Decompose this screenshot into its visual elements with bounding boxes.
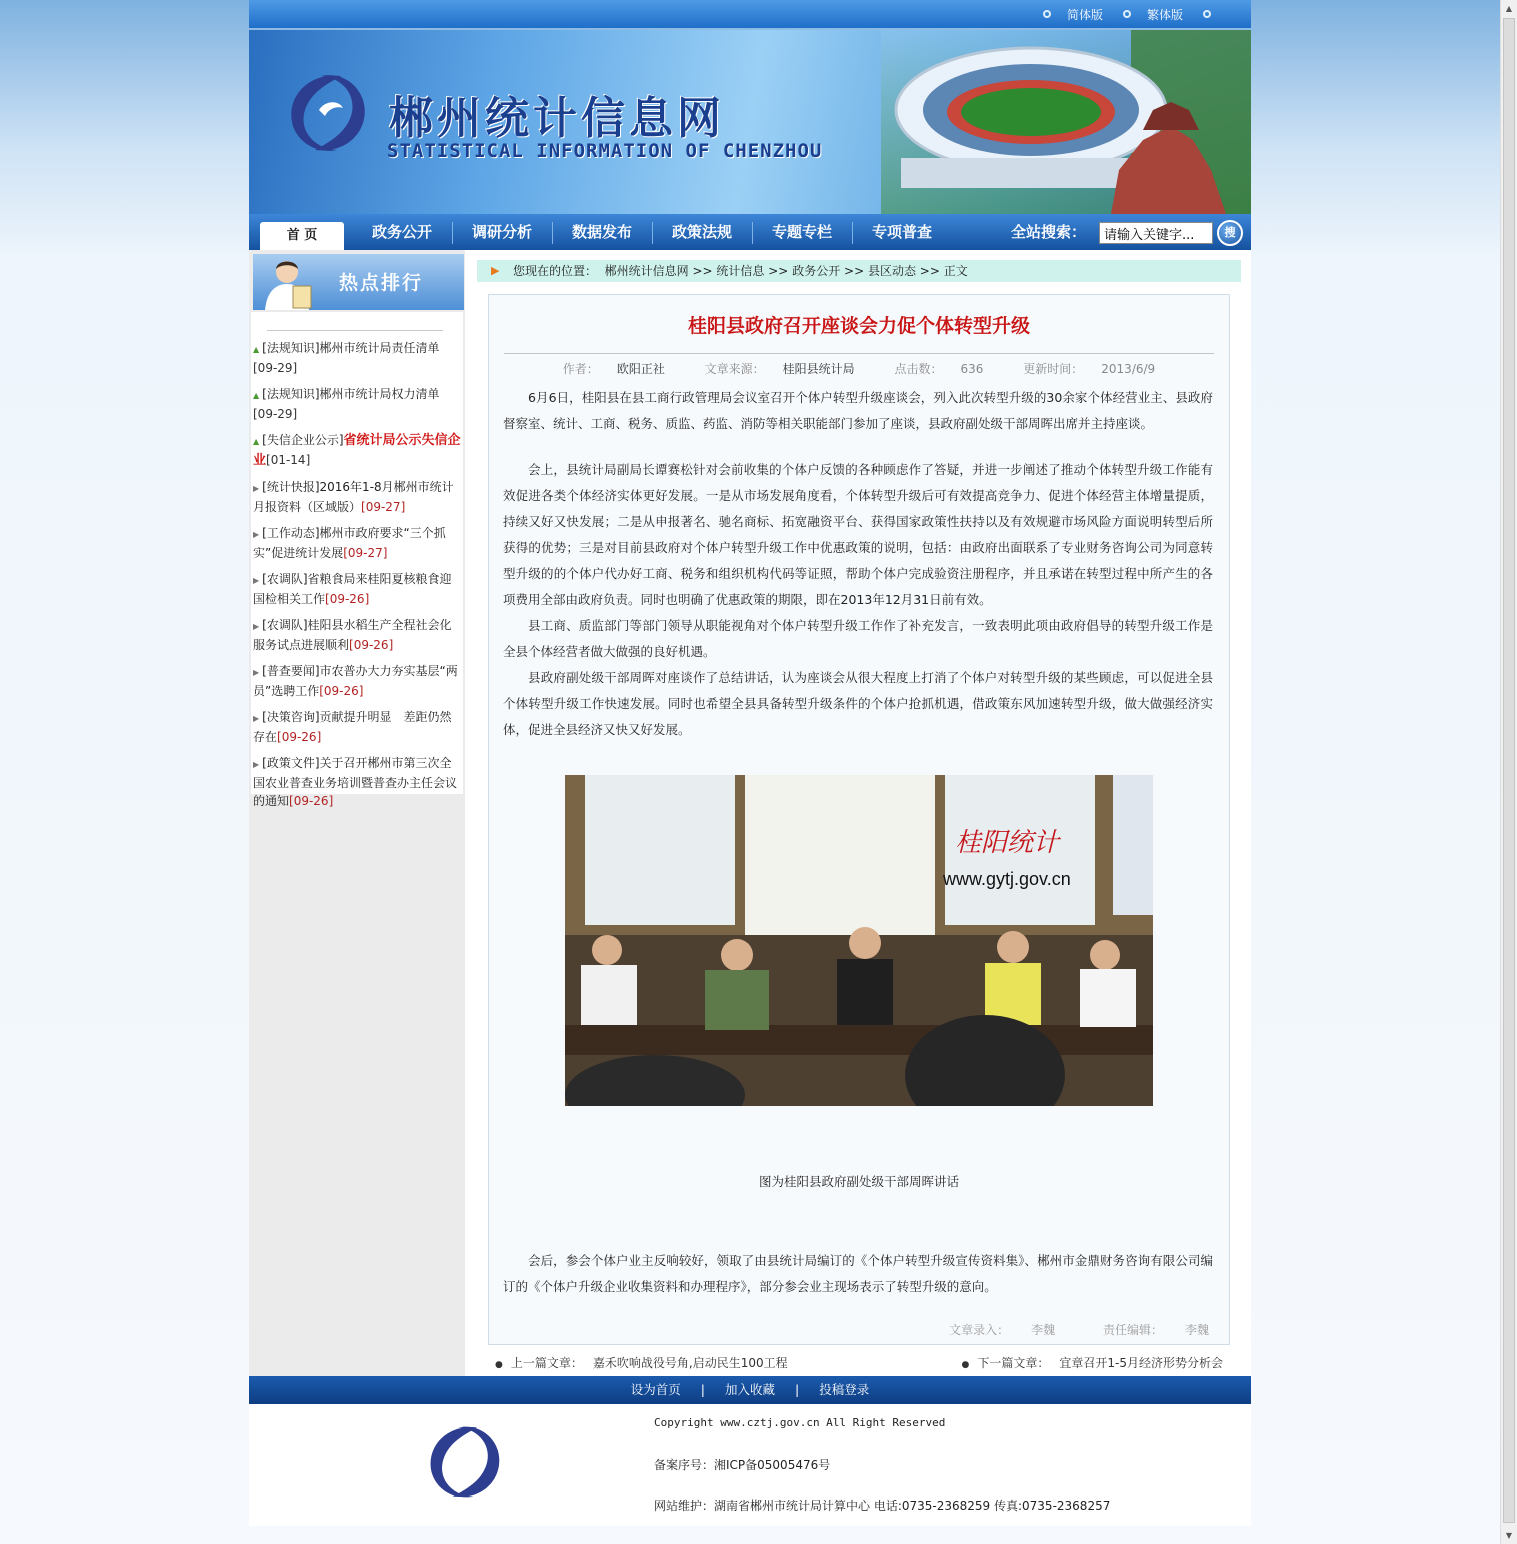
search-button[interactable]: 搜 <box>1217 220 1243 246</box>
bullet-icon <box>1123 10 1131 18</box>
nav-policy[interactable]: 政策法规 <box>671 223 732 241</box>
photo-watermark: 桂阳统计 <box>955 828 1060 858</box>
search-label: 全站搜索： <box>1011 223 1087 241</box>
page-container <box>249 0 1251 1526</box>
top-bar <box>249 0 1251 28</box>
list-item[interactable]: ▲ [法规知识]郴州市统计局责任清单 [09-29] <box>253 341 440 375</box>
arrow-up-icon: ▲ <box>253 437 260 446</box>
list-item[interactable]: ▶ [普查要闻]市农普办大力夯实基层“两员”选聘工作[09-26] <box>253 664 458 698</box>
next-article-link[interactable]: ● 下一篇文章： 宜章召开1-5月经济形势分析会 <box>961 1356 1223 1370</box>
list-item[interactable]: ▶ [农调队]桂阳县水稻生产全程社会化服务试点进展顺利[09-26] <box>253 618 452 652</box>
breadcrumb-home[interactable]: 郴州统计信息网 <box>604 264 689 278</box>
breadcrumb: ▶ 您现在的位置： 郴州统计信息网 >> 统计信息 >> 政务公开 >> 县区动态 >> 正文 <box>477 260 1241 282</box>
maintainer-info: 网站维护：湖南省郴州市统计局计算中心 电话:0735-2368259 传真:0735-2368257 <box>654 1499 1111 1513</box>
sidebar-title: 热点排行 <box>339 272 424 294</box>
site-banner <box>249 30 1251 214</box>
scroll-up-icon[interactable]: ▲ <box>1505 4 1513 13</box>
arrow-right-icon: ▶ <box>253 622 260 631</box>
site-subtitle: STATISTICAL INFORMATION OF CHENZHOU <box>387 140 823 162</box>
nav-government-affairs[interactable]: 政务公开 <box>371 223 432 241</box>
list-item[interactable]: ▲ [失信企业公示]省统计局公示失信企业[01-14] <box>253 433 461 468</box>
list-item[interactable]: ▶ [农调队]省粮食局来桂阳夏核粮食迎国检相关工作[09-26] <box>253 572 452 606</box>
nav-census[interactable]: 专项普查 <box>871 223 932 241</box>
list-item[interactable]: ▶ [政策文件]关于召开郴州市第三次全国农业普查业务培训暨普查办主任会议的通知[09-26] <box>253 756 458 808</box>
arrow-right-icon: ▶ <box>253 484 260 493</box>
article-photo <box>565 775 1153 1106</box>
arrow-right-icon: ▶ <box>253 760 260 769</box>
arrow-right-icon: ▶ <box>253 576 260 585</box>
photo-watermark-url: www.gytj.gov.cn <box>943 869 1071 889</box>
sidebar <box>249 250 465 1376</box>
double-arrow-icon: ▶ <box>491 264 500 277</box>
breadcrumb-affairs[interactable]: 政务公开 <box>792 264 841 278</box>
list-item[interactable]: ▲ [法规知识]郴州市统计局权力清单 [09-29] <box>253 387 440 421</box>
footer-logo-icon <box>421 1420 507 1504</box>
bullet-icon: ● <box>961 1360 970 1370</box>
bullet-icon <box>1043 10 1051 18</box>
footer-links: 设为首页 | 加入收藏 | 投稿登录 <box>249 1376 1251 1404</box>
scroll-down-icon[interactable]: ▼ <box>1505 1531 1513 1540</box>
list-item[interactable]: ▶ [工作动态]郴州市政府要求“三个抓实”促进统计发展[09-27] <box>253 526 446 560</box>
list-item[interactable]: ▶ [统计快报]2016年1-8月郴州市统计月报资料（区域版）[09-27] <box>253 480 454 514</box>
nav-home[interactable]: 首 页 <box>260 222 344 250</box>
search-input[interactable] <box>1099 222 1213 244</box>
main-area <box>249 250 1251 1376</box>
list-item[interactable]: ▶ [决策咨询]贡献提升明显 差距仍然存在[09-26] <box>253 710 452 744</box>
nav-data-release[interactable]: 数据发布 <box>571 223 632 241</box>
hot-ranking-header <box>253 254 464 310</box>
stadium-image <box>881 30 1251 214</box>
photo-caption: 图为桂阳县政府副处级干部周晖讲话 <box>758 1174 959 1189</box>
breadcrumb-stats[interactable]: 统计信息 <box>716 264 765 278</box>
article <box>488 294 1230 1345</box>
main-nav <box>249 214 1251 250</box>
hot-list <box>251 312 463 808</box>
article-body: 6月6日，桂阳县在县工商行政管理局会议室召开个体户转型升级座谈会，列入此次转型升级的30余家个体经营业主、县政府督察室、统计、工商、税务、质监、药监、消防等相关职能部门参加了座谈，县政府副处级干部周晖出席并主持座谈。 会上，县统计局副局长谭赛松针对会前收集的个体户反馈的各种顾虑作了答疑，并进一步阐述了推动个体转型升级工作能有效促进各类个体经济实体更好发展。一是从市场发展角度看，个体转型升级后可有效提高竞争力、促进个体经营主体增量提质，持续又好又快发展；二是从申报著名、驰名商标、拓宽融资平台、获得国家政策性扶持以及有效规避市场风险方面说明转型后所获得的优势；三是对目前县政府对个体户转型升级工作中优惠政策的说明，包括：由政府出面联系了专业财务咨询公司为同意转型升级的的个体户代办好工商、税务和组织机构代码等证照，帮助个体户完成验资注册程序，并且承诺在转型过程中所产生的各项费用全部由政府负责。同时也明确了优惠政策的期限，即在2013年12月31日前有效。 县工商、质监部门等部门领导从职能视角对个体户转型升级工作作了补充发言，一致表明此项由政府倡导的转型升级工作是全县个体经营者做大做强的良好机遇。 县政府副处级干部周晖对座谈作了总结讲话，认为座谈会从很大程度上打消了个体户对转型升级的某些顾虑，可以促进全县个体转型升级工作快速发展。同时也希望全县具备转型升级条件的个体户抢抓机遇，借政策东风加速转型升级，做大做强经济实体，促进全县经济又快又好发展。 <box>503 390 1213 737</box>
arrow-right-icon: ▶ <box>253 714 260 723</box>
site-logo-icon <box>281 70 373 156</box>
article-credits: 文章录入： 李魏 责任编辑： 李魏 <box>949 1323 1209 1337</box>
bullet-icon <box>1203 10 1211 18</box>
breadcrumb-current: 正文 <box>943 264 968 278</box>
arrow-up-icon: ▲ <box>253 391 260 400</box>
breadcrumb-county[interactable]: 县区动态 <box>867 264 916 278</box>
person-icon <box>263 256 319 310</box>
icp-record: 备案序号：湘ICP备05005476号 <box>654 1458 831 1472</box>
arrow-right-icon: ▶ <box>253 668 260 677</box>
prev-article-link[interactable]: ● 上一篇文章： 嘉禾吹响战役号角,启动民生100工程 <box>495 1356 788 1370</box>
page-scrollbar[interactable] <box>1500 0 1517 1544</box>
add-favorite-link[interactable]: 加入收藏 <box>724 1382 775 1397</box>
nav-research[interactable]: 调研分析 <box>471 223 532 241</box>
prev-next-nav <box>475 1354 1251 1374</box>
simplified-link[interactable]: 简体版 <box>1066 8 1103 22</box>
footer <box>249 1404 1251 1526</box>
article-meta: 作者： 欧阳正社 文章来源： 桂阳县统计局 点击数： 636 更新时间： 2013/6/9 <box>562 362 1156 376</box>
copyright: Copyright www.cztj.gov.cn All Right Reserved <box>654 1416 946 1429</box>
submit-login-link[interactable]: 投稿登录 <box>819 1382 870 1397</box>
bullet-icon: ● <box>495 1360 503 1370</box>
traditional-link[interactable]: 繁体版 <box>1146 8 1183 22</box>
nav-special-topics[interactable]: 专题专栏 <box>771 223 832 241</box>
arrow-right-icon: ▶ <box>253 530 260 539</box>
set-homepage-link[interactable]: 设为首页 <box>630 1382 681 1397</box>
article-title: 桂阳县政府召开座谈会力促个体转型升级 <box>687 315 1030 337</box>
scroll-thumb[interactable] <box>1503 18 1515 1523</box>
site-title: 郴州统计信息网 <box>389 93 725 144</box>
article-closing: 会后，参会个体户业主反响较好，领取了由县统计局编订的《个体户转型升级宣传资料集》、郴州市金鼎财务咨询有限公司编订的《个体户升级企业收集资料和办理程序》，部分参会业主现场表示了转型升级的意向。 <box>503 1253 1213 1294</box>
arrow-up-icon: ▲ <box>253 345 260 354</box>
